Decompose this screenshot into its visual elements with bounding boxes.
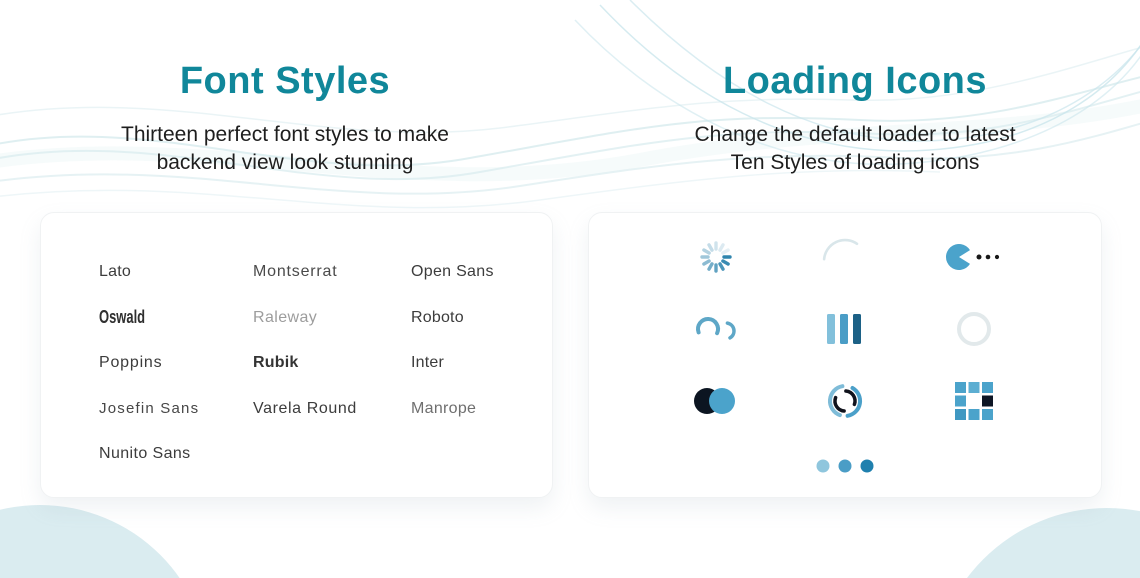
thin-arc-spinner-icon — [819, 233, 871, 281]
loader-cell — [780, 221, 909, 293]
loader-cell — [651, 437, 1039, 495]
loader-cell — [651, 365, 780, 437]
three-dots-loader-icon — [816, 458, 874, 474]
loader-cell — [910, 221, 1039, 293]
font-item-manrope: Manrope — [411, 399, 477, 417]
loading-icons-grid — [651, 221, 1039, 437]
font-item-inter: Inter — [411, 354, 445, 372]
three-bars-loader-icon — [827, 312, 863, 346]
font-item-open-sans: Open Sans — [411, 263, 494, 281]
loading-icons-title: Loading Icons — [722, 60, 988, 102]
font-item-varela-round: Varela Round — [253, 399, 357, 417]
loader-cell — [780, 293, 909, 365]
font-item-raleway: Raleway — [253, 308, 318, 326]
bottom-right-circle-decoration — [932, 508, 1140, 578]
font-styles-subtitle-line2: backend view look stunning — [156, 150, 414, 174]
loader-cell — [780, 365, 909, 437]
loading-icons-subtitle — [570, 121, 1140, 176]
font-styles-section — [0, 0, 570, 498]
dual-arc-spinner-icon — [693, 307, 739, 351]
font-item-roboto: Roboto — [411, 308, 464, 326]
ring-loader-icon — [954, 309, 994, 349]
font-item-oswald: Oswald — [99, 307, 146, 328]
font-styles-card — [40, 212, 553, 498]
bottom-left-circle-decoration — [0, 505, 210, 578]
font-styles-title: Font Styles — [179, 60, 391, 102]
loading-icons-section — [570, 0, 1140, 498]
square-grid-loader-icon — [955, 382, 993, 420]
loading-icons-subtitle-line2: Ten Styles of loading icons — [730, 150, 980, 174]
font-item-montserrat: Montserrat — [253, 263, 338, 281]
loading-icons-subtitle-line1: Change the default loader to latest — [694, 123, 1016, 146]
font-item-nunito-sans: Nunito Sans — [99, 445, 191, 463]
font-item-poppins: Poppins — [99, 354, 163, 372]
font-item-josefin-sans: Josefin Sans — [99, 399, 200, 417]
loader-cell — [910, 293, 1039, 365]
loader-cell — [910, 365, 1039, 437]
loader-cell — [651, 293, 780, 365]
dual-circles-loader-icon — [693, 386, 739, 416]
font-styles-subtitle — [0, 121, 570, 176]
loading-icons-card — [588, 212, 1102, 498]
font-item-lato: Lato — [99, 263, 131, 281]
font-item-rubik: Rubik — [253, 354, 299, 372]
font-styles-subtitle-line1: Thirteen perfect font styles to make — [121, 123, 449, 146]
pacman-loader-icon — [943, 235, 1005, 279]
spokes-spinner-icon — [694, 235, 738, 279]
broken-ring-spinner-icon — [823, 379, 867, 423]
loader-cell — [651, 221, 780, 293]
fonts-grid — [99, 249, 532, 477]
